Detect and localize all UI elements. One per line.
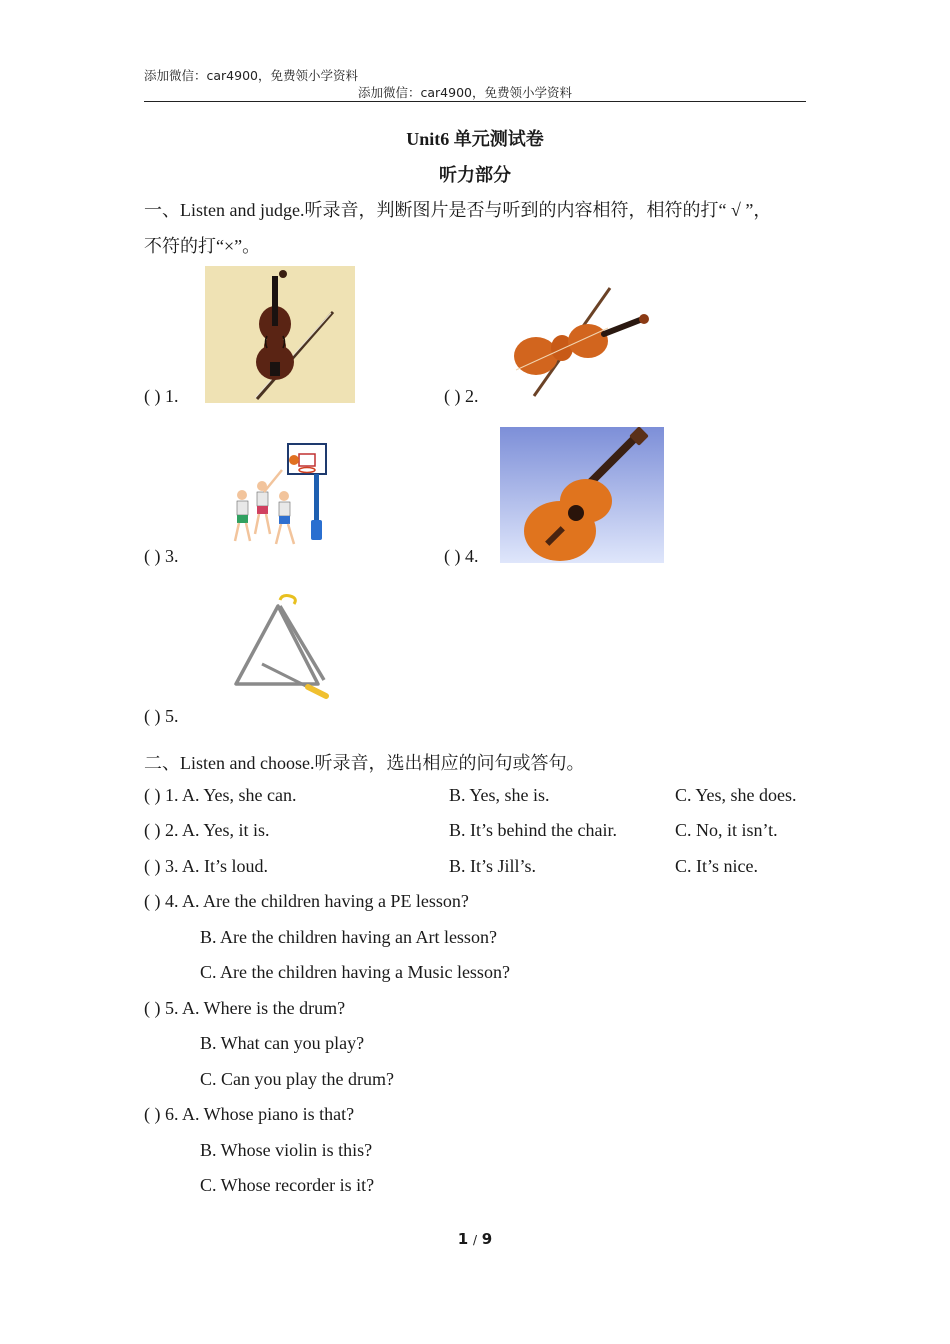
choice-2-b: B. It’s behind the chair. (449, 820, 617, 840)
choice-6-b: B. Whose violin is this? (200, 1140, 373, 1160)
section2-instruction: 二、Listen and choose.听录音，选出相应的问句或答句。 (144, 753, 585, 773)
choice-6-a: ( ) 6. A. Whose piano is that? (144, 1104, 355, 1124)
judge-item-4-label: ( ) 4. (444, 546, 479, 566)
choice-2-c: C. No, it isn’t. (675, 820, 778, 840)
violin-upright-icon (205, 266, 355, 403)
header-watermark-2: 添加微信：car4900，免费领小学资料 (358, 85, 572, 100)
choice-1-b: B. Yes, she is. (449, 785, 550, 805)
basketball-players-icon (228, 440, 332, 550)
judge-item-5-label: ( ) 5. (144, 706, 179, 726)
section1-instruction-cont: 不符的打“×”。 (144, 236, 261, 256)
judge-item-1-label: ( ) 1. (144, 386, 179, 406)
guitar-icon (500, 427, 664, 563)
header-rule (144, 101, 806, 102)
choice-5-a: ( ) 5. A. Where is the drum? (144, 998, 346, 1018)
choice-3-a: ( ) 3. A. It’s loud. (144, 856, 268, 876)
section1-instruction: 一、Listen and judge.听录音，判断图片是否与听到的内容相符，相符的打“ √ ”， (144, 200, 772, 220)
choice-1-a: ( ) 1. A. Yes, she can. (144, 785, 297, 805)
page-title: Unit6 单元测试卷 (406, 129, 544, 149)
choice-2-a: ( ) 2. A. Yes, it is. (144, 820, 270, 840)
choice-3-b: B. It’s Jill’s. (449, 856, 537, 876)
choice-5-c: C. Can you play the drum? (200, 1069, 394, 1089)
page-separator: / (472, 1233, 478, 1247)
section-title: 听力部分 (439, 165, 511, 185)
total-pages: 9 (481, 1230, 493, 1248)
choice-3-c: C. It’s nice. (675, 856, 758, 876)
current-page: 1 (457, 1230, 469, 1248)
choice-6-c: C. Whose recorder is it? (200, 1175, 375, 1195)
choice-5-b: B. What can you play? (200, 1033, 365, 1053)
choice-4-b: B. Are the children having an Art lesson? (200, 927, 497, 947)
page-number (0, 1230, 950, 1248)
triangle-instrument-icon (228, 592, 334, 700)
choice-4-c: C. Are the children having a Music lesson? (200, 962, 510, 982)
violin-lying-icon (510, 286, 655, 400)
choice-1-c: C. Yes, she does. (675, 785, 797, 805)
choice-4-a: ( ) 4. A. Are the children having a PE lesson? (144, 891, 469, 911)
header-watermark-1: 添加微信：car4900，免费领小学资料 (144, 68, 358, 83)
judge-item-3-label: ( ) 3. (144, 546, 179, 566)
judge-item-2-label: ( ) 2. (444, 386, 479, 406)
